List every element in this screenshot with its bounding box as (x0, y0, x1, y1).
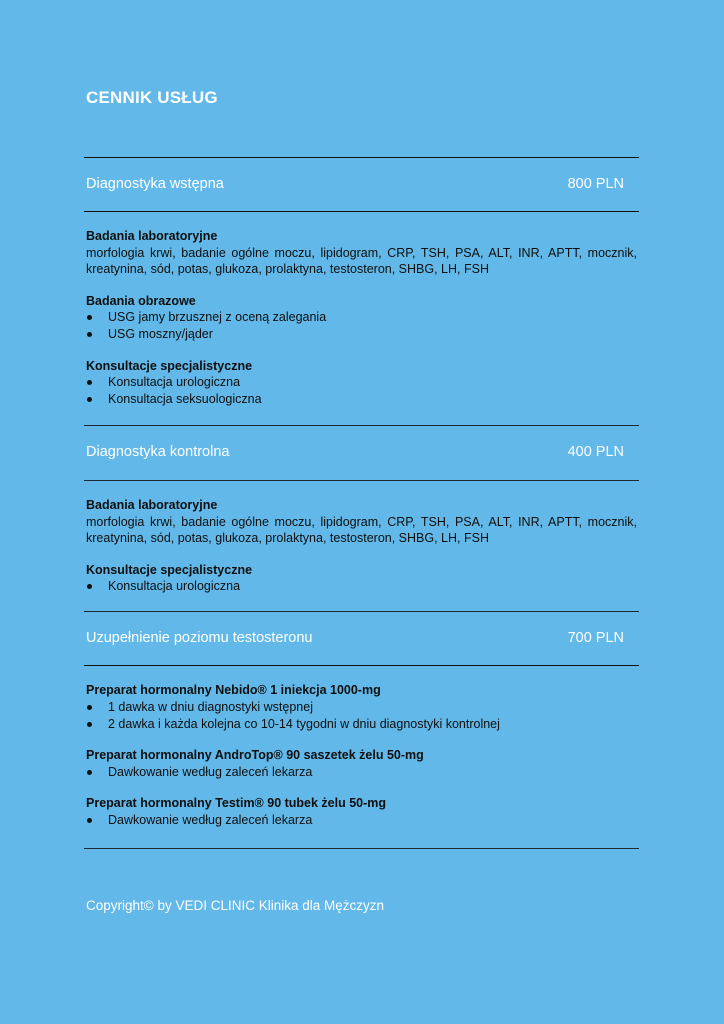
list-item: Konsultacja urologiczna (86, 374, 637, 391)
copyright-footer: Copyright© by VEDI CLINIC Klinika dla Mężczyzn (86, 898, 385, 913)
group-heading: Konsultacje specjalistyczne (86, 562, 253, 577)
list-item: Konsultacja seksuologiczna (86, 391, 637, 408)
group-konsultacje (86, 562, 637, 595)
section-header-diagnostyka-kontrolna (86, 444, 624, 460)
section-header-testosteron (86, 630, 624, 646)
page-title: CENNIK USŁUG (86, 88, 218, 107)
section-content-diagnostyka-wstepna (86, 228, 637, 408)
list-item: 2 dawka i każda kolejna co 10-14 tygodni w dniu diagnostyki kontrolnej (86, 716, 637, 733)
group-heading: Badania laboratoryjne (86, 229, 218, 243)
list-item: Dawkowanie według zaleceń lekarza (86, 764, 637, 781)
list-item: 1 dawka w dniu diagnostyki wstępnej (86, 699, 637, 716)
section-name: Uzupełnienie poziomu testosteronu (86, 630, 313, 646)
group-badania-laboratoryjne (86, 228, 637, 278)
list-item: USG jamy brzusznej z oceną zalegania (86, 309, 637, 326)
section-name: Diagnostyka wstępna (86, 176, 224, 192)
group-konsultacje (86, 358, 637, 408)
group-text: morfologia krwi, badanie ogólne moczu, lipidogram, CRP, TSH, PSA, ALT, INR, APTT, mocznik, kreatynina, sód, potas, glukoza, prolaktyna, testosteron, SHBG, LH, FSH (86, 514, 637, 545)
group-heading: Preparat hormonalny AndroTop® 90 saszetek żelu 50-mg (86, 748, 424, 762)
group-heading: Preparat hormonalny Testim® 90 tubek żelu 50-mg (86, 796, 387, 810)
divider (84, 425, 639, 426)
group-testim (86, 795, 637, 828)
group-heading: Badania laboratoryjne (86, 498, 218, 512)
section-price: 400 PLN (567, 444, 624, 460)
section-content-diagnostyka-kontrolna (86, 497, 637, 595)
list-item: USG moszny/jąder (86, 326, 637, 343)
group-heading: Konsultacje specjalistyczne (86, 358, 253, 373)
list-item: Dawkowanie według zaleceń lekarza (86, 812, 637, 829)
divider (84, 848, 639, 849)
list-item: Konsultacja urologiczna (86, 578, 637, 595)
section-name: Diagnostyka kontrolna (86, 444, 230, 460)
group-nebido (86, 682, 637, 732)
divider (84, 211, 639, 212)
group-badania-laboratoryjne (86, 497, 637, 547)
divider (84, 157, 639, 158)
divider (84, 480, 639, 481)
divider (84, 665, 639, 666)
divider (84, 611, 639, 612)
section-price: 700 PLN (567, 630, 624, 646)
section-content-testosteron (86, 682, 637, 829)
group-badania-obrazowe (86, 293, 637, 343)
group-androtop (86, 747, 637, 780)
section-price: 800 PLN (567, 176, 624, 192)
group-text: morfologia krwi, badanie ogólne moczu, lipidogram, CRP, TSH, PSA, ALT, INR, APTT, mocznik, kreatynina, sód, potas, glukoza, prolaktyna, testosteron, SHBG, LH, FSH (86, 245, 637, 276)
group-heading: Badania obrazowe (86, 293, 196, 308)
group-heading: Preparat hormonalny Nebido® 1 iniekcja 1000-mg (86, 683, 381, 697)
section-header-diagnostyka-wstepna (86, 176, 624, 192)
